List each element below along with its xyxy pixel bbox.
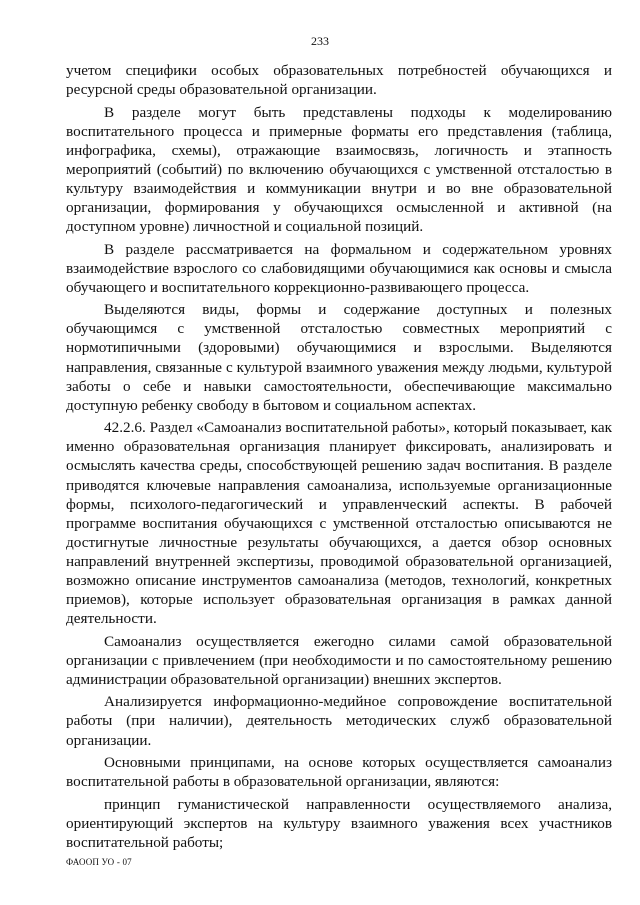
body-text xyxy=(66,61,612,855)
paragraph: Выделяются виды, формы и содержание доступных и полезных обучающимся с умственной отсталостью совместных мероприятий с нормотипичными (здоровыми) обучающимися и взрослыми. Выделяются направления, связанные с культурой взаимного уважения между людьми, культурой заботы о себе и навыки самостоятельности, обеспечивающие максимально доступную ребенку свободу в бытовом и социальном аспектах. xyxy=(66,301,612,414)
paragraph: В разделе могут быть представлены подходы к моделированию воспитательного процесса и примерные форматы его представления (таблица, инфографика, схемы), отражающие взаимосвязь, логичность и этапность мероприятий (событий) по включению обучающихся с умственной отсталостью в культуру взаимодействия и коммуникации внутри и во вне образовательной организации, формирования у обучающихся осмысленной и активной (на доступном уровне) личностной и социальной позиций. xyxy=(66,103,612,236)
paragraph: Анализируется информационно-медийное сопровождение воспитательной работы (при наличии), деятельность методических служб образовательной организации. xyxy=(66,693,612,749)
footer-code: ФАООП УО - 07 xyxy=(66,857,132,867)
paragraph: В разделе рассматривается на формальном и содержательном уровнях взаимодействие взрослого со слабовидящими обучающимися как основы и смысла обучающего и воспитательного коррекционно-развивающего процесса. xyxy=(66,240,612,296)
paragraph: 42.2.6. Раздел «Самоанализ воспитательной работы», который показывает, как именно образовательная организация планирует фиксировать, анализировать и осмыслять качества среды, способствующей решению задач воспитания. В разделе приводятся ключевые направления самоанализа, используемые организационные формы, психолого-педагогический и управленческий аспекты. В рабочей программе воспитания обучающихся с умственной отсталостью описываются не достигнутые личностные результаты обучающихся, а дается обзор основных направлений внутренней экспертизы, проводимой образовательной организацией, возможно описание инструментов самоанализа (методов, технологий, конкретных приемов), которые использует образовательная организация в рамках данной деятельности. xyxy=(66,419,612,628)
paragraph: Самоанализ осуществляется ежегодно силами самой образовательной организации с привлечением (при необходимости и по самостоятельному решению администрации образовательной организации) внешних экспертов. xyxy=(66,632,612,688)
page-number: 233 xyxy=(311,34,329,48)
paragraph: Основными принципами, на основе которых осуществляется самоанализ воспитательной работы в образовательной организации, являются: xyxy=(66,754,612,791)
paragraph: принцип гуманистической направленности осуществляемого анализа, ориентирующий экспертов на культуру взаимного уважения всех участников воспитательной работы; xyxy=(66,795,612,851)
paragraph: учетом специфики особых образовательных потребностей обучающихся и ресурсной среды образовательной организации. xyxy=(66,62,612,99)
